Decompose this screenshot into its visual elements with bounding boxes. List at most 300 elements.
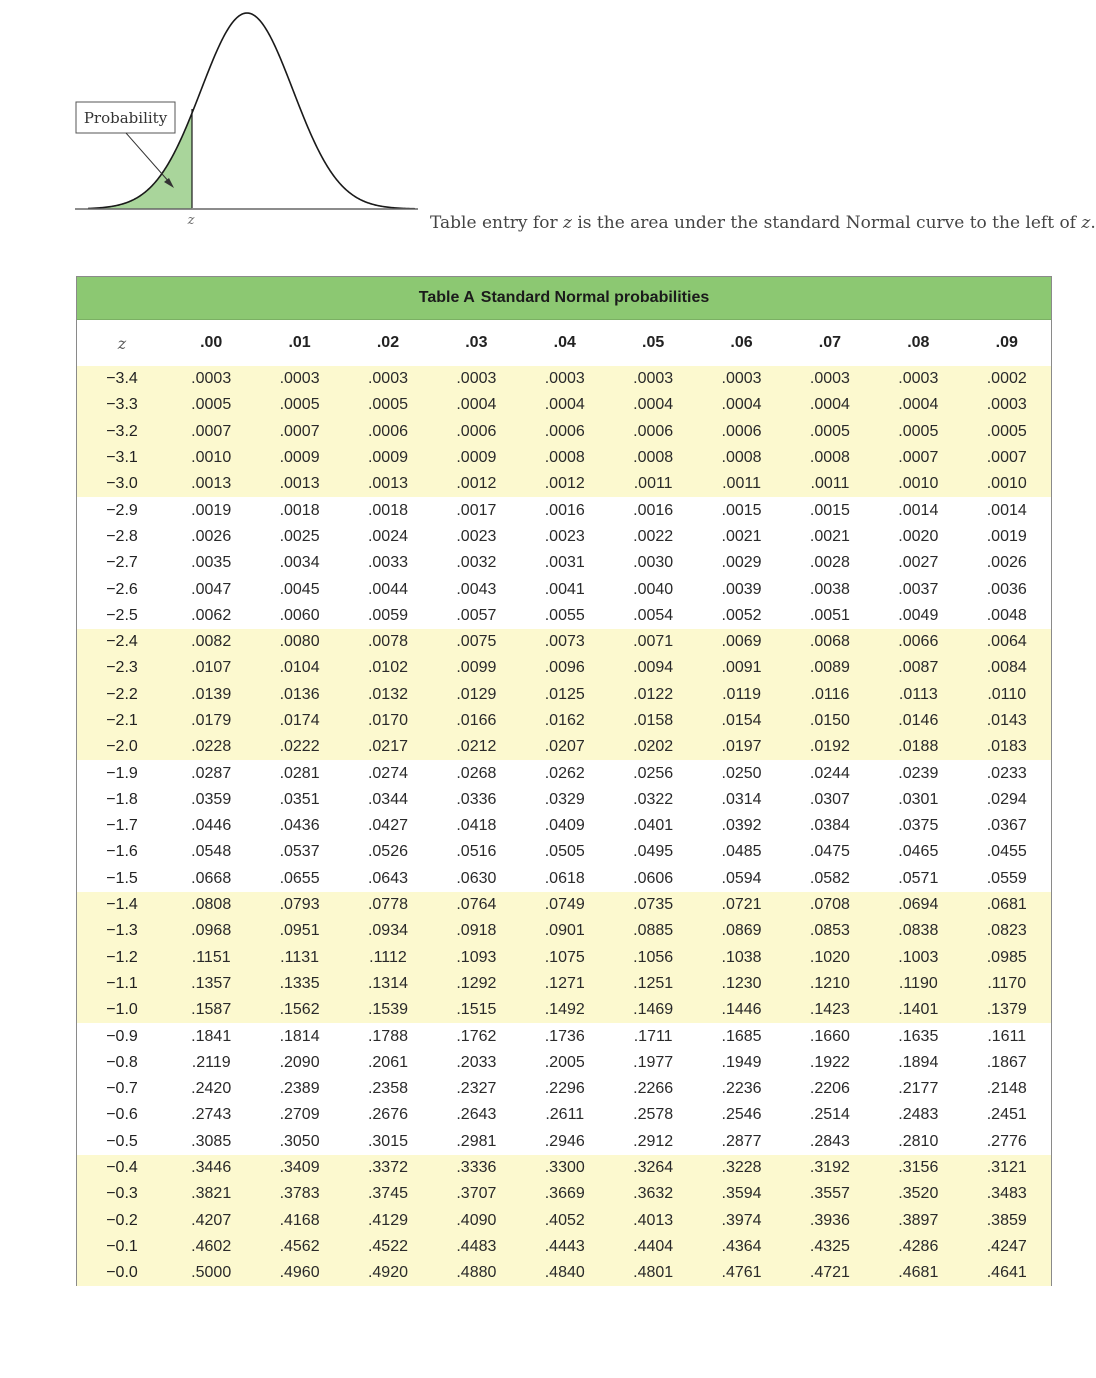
table-cell: .0401 xyxy=(633,817,674,835)
table-cell: .1894 xyxy=(898,1053,939,1071)
table-row xyxy=(77,1102,1051,1128)
table-row xyxy=(77,997,1051,1023)
table-cell: .0150 xyxy=(786,708,874,734)
row-z-value: −2.1 xyxy=(77,708,167,734)
table-cell: .2451 xyxy=(986,1106,1027,1124)
table-cell: .4443 xyxy=(521,1234,609,1260)
table-cell: .0143 xyxy=(963,708,1051,734)
header-col-00: .00 xyxy=(200,334,223,351)
table-cell: .4522 xyxy=(344,1234,432,1260)
row-z-value: −1.4 xyxy=(77,892,167,918)
header-col-04: .04 xyxy=(553,334,576,351)
table-cell: .3483 xyxy=(963,1181,1051,1207)
table-cell: .2981 xyxy=(456,1132,497,1150)
row-z-value: −2.0 xyxy=(77,734,167,760)
table-cell: .0516 xyxy=(456,843,497,861)
table-row xyxy=(77,576,1051,602)
table-cell: .0096 xyxy=(521,655,609,681)
table-cell: .0239 xyxy=(898,764,939,782)
table-cell: .1867 xyxy=(986,1053,1027,1071)
row-z-value: −2.7 xyxy=(106,554,138,572)
row-z-value: −2.6 xyxy=(106,580,138,598)
normal-curve-figure xyxy=(70,5,430,230)
header-col-08: .08 xyxy=(907,334,930,351)
table-cell: .2946 xyxy=(544,1132,585,1150)
table-cell: .2743 xyxy=(191,1106,232,1124)
table-cell: .0901 xyxy=(521,918,609,944)
table-cell: .2709 xyxy=(279,1106,320,1124)
row-z-value: −0.4 xyxy=(77,1155,167,1181)
table-cell: .2912 xyxy=(633,1132,674,1150)
table-cell: .0336 xyxy=(456,790,497,808)
table-cell: .0129 xyxy=(432,682,520,708)
table-row xyxy=(77,1234,1051,1260)
row-z-value: −0.1 xyxy=(77,1234,167,1260)
table-cell: .4207 xyxy=(167,1208,255,1234)
table-cell: .0694 xyxy=(874,892,962,918)
table-cell: .1977 xyxy=(633,1053,674,1071)
table-cell: .3707 xyxy=(432,1181,520,1207)
row-z-value: −1.6 xyxy=(106,843,138,861)
table-cell: .0023 xyxy=(456,527,497,545)
table-cell: .0084 xyxy=(963,655,1051,681)
table-cell: .3228 xyxy=(697,1155,785,1181)
table-row xyxy=(77,603,1051,629)
table-cell: .0015 xyxy=(721,501,762,519)
table-cell: .2514 xyxy=(809,1106,850,1124)
table-cell: .0039 xyxy=(721,580,762,598)
table-cell: .4641 xyxy=(963,1260,1051,1286)
table-body xyxy=(77,366,1051,1286)
table-cell: .0012 xyxy=(432,471,520,497)
table-cell: .4247 xyxy=(963,1234,1051,1260)
table-cell: .0080 xyxy=(255,629,343,655)
table-cell: .0281 xyxy=(279,764,320,782)
table-row xyxy=(77,471,1051,497)
table-cell: .0505 xyxy=(544,843,585,861)
table-cell: .0749 xyxy=(521,892,609,918)
table-cell: .0031 xyxy=(544,554,585,572)
table-cell: .0048 xyxy=(986,606,1027,624)
table-cell: .0044 xyxy=(367,580,408,598)
table-cell: .0885 xyxy=(609,918,697,944)
row-z-value: −1.8 xyxy=(106,790,138,808)
table-cell: .0013 xyxy=(344,471,432,497)
table-cell: .1611 xyxy=(987,1027,1027,1045)
table-cell: .0110 xyxy=(963,682,1051,708)
row-z-value: −2.5 xyxy=(106,606,138,624)
table-row xyxy=(77,839,1051,865)
table-cell: .2236 xyxy=(721,1080,762,1098)
row-z-value: −0.9 xyxy=(106,1027,138,1045)
table-cell: .4286 xyxy=(874,1234,962,1260)
table-cell: .4325 xyxy=(786,1234,874,1260)
table-row xyxy=(77,629,1051,655)
table-cell: .0003 xyxy=(344,366,432,392)
table-cell: .0594 xyxy=(721,869,762,887)
table-cell: .1635 xyxy=(898,1027,939,1045)
table-cell: .0418 xyxy=(456,817,497,835)
table-cell: .0035 xyxy=(191,554,232,572)
table-cell: .4681 xyxy=(874,1260,962,1286)
table-cell: .2033 xyxy=(456,1053,497,1071)
table-cell: .0033 xyxy=(367,554,408,572)
row-z-value: −0.8 xyxy=(106,1053,138,1071)
table-cell: .0934 xyxy=(344,918,432,944)
row-z-value: −0.3 xyxy=(77,1181,167,1207)
table-cell: .0107 xyxy=(167,655,255,681)
table-cell: .0066 xyxy=(874,629,962,655)
table-cell: .0089 xyxy=(786,655,874,681)
table-cell: .2177 xyxy=(898,1080,939,1098)
table-row xyxy=(77,1076,1051,1102)
table-cell: .0068 xyxy=(786,629,874,655)
probability-table-container xyxy=(76,276,1052,1286)
table-cell: .0222 xyxy=(255,734,343,760)
table-cell: .0017 xyxy=(456,501,497,519)
row-z-value: −0.0 xyxy=(77,1260,167,1286)
table-cell: .1685 xyxy=(721,1027,762,1045)
table-title-text: Standard Normal probabilities xyxy=(480,289,710,306)
table-cell: .1949 xyxy=(721,1053,762,1071)
table-cell: .1075 xyxy=(521,945,609,971)
table-cell: .0004 xyxy=(521,392,609,418)
table-cell: .1230 xyxy=(697,971,785,997)
table-cell: .0036 xyxy=(986,580,1027,598)
table-cell: .0179 xyxy=(167,708,255,734)
table-cell: .4364 xyxy=(697,1234,785,1260)
table-cell: .1539 xyxy=(344,997,432,1023)
table-cell: .1379 xyxy=(963,997,1051,1023)
table-row xyxy=(77,366,1051,392)
table-cell: .0009 xyxy=(255,445,343,471)
table-cell: .0045 xyxy=(279,580,320,598)
table-cell: .1762 xyxy=(456,1027,497,1045)
table-cell: .1003 xyxy=(874,945,962,971)
table-cell: .1210 xyxy=(786,971,874,997)
table-cell: .3745 xyxy=(344,1181,432,1207)
table-cell: .0014 xyxy=(898,501,939,519)
table-cell: .0021 xyxy=(809,527,850,545)
table-cell: .0250 xyxy=(721,764,762,782)
table-cell: .0005 xyxy=(344,392,432,418)
table-cell: .3632 xyxy=(609,1181,697,1207)
header-col-09: .09 xyxy=(995,334,1018,351)
table-cell: .0228 xyxy=(167,734,255,760)
table-cell: .4052 xyxy=(521,1208,609,1234)
table-cell: .0465 xyxy=(898,843,939,861)
table-cell: .3936 xyxy=(786,1208,874,1234)
table-cell: .0082 xyxy=(167,629,255,655)
table-cell: .0023 xyxy=(544,527,585,545)
table-cell: .1660 xyxy=(809,1027,850,1045)
table-cell: .0003 xyxy=(432,366,520,392)
table-cell: .3264 xyxy=(609,1155,697,1181)
table-cell: .0006 xyxy=(697,419,785,445)
row-z-value: −0.6 xyxy=(106,1106,138,1124)
table-cell: .0007 xyxy=(167,419,255,445)
table-cell: .3669 xyxy=(521,1181,609,1207)
table-cell: .0047 xyxy=(191,580,232,598)
table-cell: .0274 xyxy=(367,764,408,782)
table-cell: .1056 xyxy=(609,945,697,971)
table-cell: .0102 xyxy=(344,655,432,681)
table-cell: .2877 xyxy=(721,1132,762,1150)
table-cell: .0015 xyxy=(809,501,850,519)
table-cell: .2327 xyxy=(456,1080,497,1098)
table-cell: .0174 xyxy=(255,708,343,734)
table-cell: .3594 xyxy=(697,1181,785,1207)
row-z-value: −0.7 xyxy=(106,1080,138,1098)
row-z-value: −2.9 xyxy=(106,501,138,519)
header-col-03: .03 xyxy=(465,334,488,351)
table-row xyxy=(77,1155,1051,1181)
table-cell: .0014 xyxy=(986,501,1027,519)
caption-prefix: Table entry for xyxy=(430,213,563,233)
table-cell: .1151 xyxy=(167,945,255,971)
table-cell: .0054 xyxy=(633,606,674,624)
table-cell: .4880 xyxy=(432,1260,520,1286)
table-cell: .3372 xyxy=(344,1155,432,1181)
table-cell: .1190 xyxy=(874,971,962,997)
table-cell: .0006 xyxy=(344,419,432,445)
table-cell: .0375 xyxy=(898,817,939,835)
table-cell: .3897 xyxy=(874,1208,962,1234)
table-cell: .5000 xyxy=(167,1260,255,1286)
table-cell: .4129 xyxy=(344,1208,432,1234)
table-row xyxy=(77,1208,1051,1234)
standard-normal-table xyxy=(77,320,1051,1286)
table-cell: .0019 xyxy=(191,501,232,519)
table-cell: .3974 xyxy=(697,1208,785,1234)
table-cell: .3336 xyxy=(432,1155,520,1181)
table-cell: .0006 xyxy=(521,419,609,445)
table-cell: .0113 xyxy=(874,682,962,708)
table-cell: .0344 xyxy=(367,790,408,808)
row-z-value: −1.3 xyxy=(77,918,167,944)
table-cell: .0025 xyxy=(279,527,320,545)
header-row xyxy=(77,320,1051,366)
table-cell: .2005 xyxy=(544,1053,585,1071)
table-cell: .0146 xyxy=(874,708,962,734)
table-cell: .1357 xyxy=(167,971,255,997)
table-cell: .0446 xyxy=(191,817,232,835)
table-cell: .1292 xyxy=(432,971,520,997)
table-cell: .0004 xyxy=(609,392,697,418)
table-cell: .3783 xyxy=(255,1181,343,1207)
table-cell: .0010 xyxy=(167,445,255,471)
table-cell: .4801 xyxy=(609,1260,697,1286)
table-cell: .4404 xyxy=(609,1234,697,1260)
table-cell: .0301 xyxy=(898,790,939,808)
table-cell: .0367 xyxy=(986,817,1027,835)
table-cell: .0003 xyxy=(609,366,697,392)
table-cell: .0132 xyxy=(344,682,432,708)
table-cell: .0003 xyxy=(521,366,609,392)
table-cell: .4562 xyxy=(255,1234,343,1260)
table-cell: .0808 xyxy=(167,892,255,918)
table-cell: .0838 xyxy=(874,918,962,944)
table-cell: .0119 xyxy=(697,682,785,708)
table-cell: .0012 xyxy=(521,471,609,497)
row-z-value: −1.9 xyxy=(106,764,138,782)
table-cell: .0049 xyxy=(898,606,939,624)
table-cell: .2358 xyxy=(367,1080,408,1098)
table-cell: .0071 xyxy=(609,629,697,655)
table-cell: .3156 xyxy=(874,1155,962,1181)
table-cell: .1251 xyxy=(609,971,697,997)
table-cell: .4013 xyxy=(609,1208,697,1234)
table-cell: .4168 xyxy=(255,1208,343,1234)
table-cell: .1841 xyxy=(191,1027,232,1045)
table-cell: .0681 xyxy=(963,892,1051,918)
table-cell: .1515 xyxy=(432,997,520,1023)
table-cell: .0294 xyxy=(986,790,1027,808)
table-cell: .4761 xyxy=(697,1260,785,1286)
table-cell: .4920 xyxy=(344,1260,432,1286)
table-cell: .0051 xyxy=(809,606,850,624)
table-cell: .0011 xyxy=(609,471,697,497)
table-cell: .0002 xyxy=(963,366,1051,392)
table-cell: .0166 xyxy=(432,708,520,734)
table-cell: .1020 xyxy=(786,945,874,971)
table-cell: .2420 xyxy=(191,1080,232,1098)
table-cell: .0003 xyxy=(874,366,962,392)
table-cell: .0011 xyxy=(697,471,785,497)
table-cell: .0022 xyxy=(633,527,674,545)
table-cell: .0918 xyxy=(432,918,520,944)
table-cell: .2148 xyxy=(986,1080,1027,1098)
table-cell: .0024 xyxy=(367,527,408,545)
caption-suffix: . xyxy=(1090,213,1096,233)
table-cell: .0010 xyxy=(874,471,962,497)
table-cell: .0026 xyxy=(986,554,1027,572)
table-cell: .0778 xyxy=(344,892,432,918)
table-cell: .0485 xyxy=(721,843,762,861)
table-cell: .0007 xyxy=(963,445,1051,471)
table-cell: .1814 xyxy=(279,1027,320,1045)
table-cell: .0122 xyxy=(609,682,697,708)
table-row xyxy=(77,734,1051,760)
table-cell: .0009 xyxy=(432,445,520,471)
table-cell: .0021 xyxy=(721,527,762,545)
table-cell: .0427 xyxy=(367,817,408,835)
table-cell: .0007 xyxy=(874,445,962,471)
table-cell: .0158 xyxy=(609,708,697,734)
table-cell: .0559 xyxy=(986,869,1027,887)
table-cell: .0287 xyxy=(191,764,232,782)
table-row xyxy=(77,971,1051,997)
table-cell: .0314 xyxy=(721,790,762,808)
table-cell: .3859 xyxy=(963,1208,1051,1234)
row-z-value: −0.5 xyxy=(106,1132,138,1150)
table-cell: .0869 xyxy=(697,918,785,944)
table-cell: .0217 xyxy=(344,734,432,760)
table-cell: .0233 xyxy=(986,764,1027,782)
table-cell: .2266 xyxy=(633,1080,674,1098)
table-cell: .0069 xyxy=(697,629,785,655)
table-cell: .0004 xyxy=(786,392,874,418)
table-cell: .1112 xyxy=(344,945,432,971)
header-col-01: .01 xyxy=(288,334,311,351)
caption-middle: is the area under the standard Normal curve to the left of xyxy=(571,213,1082,233)
table-cell: .0020 xyxy=(898,527,939,545)
pointer-arrow xyxy=(126,133,170,183)
table-cell: .0136 xyxy=(255,682,343,708)
table-cell: .1093 xyxy=(432,945,520,971)
table-cell: .0526 xyxy=(367,843,408,861)
table-cell: .0668 xyxy=(191,869,232,887)
table-cell: .3520 xyxy=(874,1181,962,1207)
table-cell: .0006 xyxy=(609,419,697,445)
table-cell: .0028 xyxy=(809,554,850,572)
table-row xyxy=(77,1181,1051,1207)
table-cell: .0005 xyxy=(874,419,962,445)
table-cell: .2389 xyxy=(279,1080,320,1098)
table-cell: .0003 xyxy=(697,366,785,392)
table-cell: .0078 xyxy=(344,629,432,655)
table-cell: .0125 xyxy=(521,682,609,708)
table-cell: .0495 xyxy=(633,843,674,861)
probability-label: Probability xyxy=(83,109,168,127)
table-cell: .0032 xyxy=(456,554,497,572)
table-cell: .1492 xyxy=(521,997,609,1023)
table-cell: .2206 xyxy=(809,1080,850,1098)
table-cell: .0823 xyxy=(963,918,1051,944)
table-cell: .0197 xyxy=(697,734,785,760)
table-cell: .0008 xyxy=(786,445,874,471)
table-cell: .4090 xyxy=(432,1208,520,1234)
table-cell: .0162 xyxy=(521,708,609,734)
table-row xyxy=(77,1260,1051,1286)
table-cell: .0029 xyxy=(721,554,762,572)
table-cell: .2061 xyxy=(367,1053,408,1071)
table-cell: .0057 xyxy=(456,606,497,624)
table-cell: .0019 xyxy=(986,527,1027,545)
table-cell: .0475 xyxy=(809,843,850,861)
table-cell: .0099 xyxy=(432,655,520,681)
table-cell: .0735 xyxy=(609,892,697,918)
table-cell: .1423 xyxy=(786,997,874,1023)
row-z-value: −0.2 xyxy=(77,1208,167,1234)
table-cell: .0202 xyxy=(609,734,697,760)
table-cell: .2090 xyxy=(279,1053,320,1071)
row-z-value: −1.1 xyxy=(77,971,167,997)
table-cell: .0116 xyxy=(786,682,874,708)
table-cell: .3050 xyxy=(279,1132,320,1150)
table-cell: .0027 xyxy=(898,554,939,572)
table-cell: .0004 xyxy=(874,392,962,418)
header-col-02: .02 xyxy=(376,334,400,351)
table-cell: .1562 xyxy=(255,997,343,1023)
table-row xyxy=(77,524,1051,550)
table-cell: .0003 xyxy=(963,392,1051,418)
row-z-value: −3.2 xyxy=(77,419,167,445)
table-cell: .0040 xyxy=(633,580,674,598)
table-title-band xyxy=(77,277,1051,320)
table-cell: .0005 xyxy=(786,419,874,445)
table-cell: .0064 xyxy=(963,629,1051,655)
table-cell: .0188 xyxy=(874,734,962,760)
table-cell: .0104 xyxy=(255,655,343,681)
table-cell: .0384 xyxy=(809,817,850,835)
table-cell: .0392 xyxy=(721,817,762,835)
table-cell: .0455 xyxy=(986,843,1027,861)
table-cell: .0055 xyxy=(544,606,585,624)
row-z-value: −2.8 xyxy=(106,527,138,545)
table-cell: .0091 xyxy=(697,655,785,681)
header-col-07: .07 xyxy=(818,334,842,351)
